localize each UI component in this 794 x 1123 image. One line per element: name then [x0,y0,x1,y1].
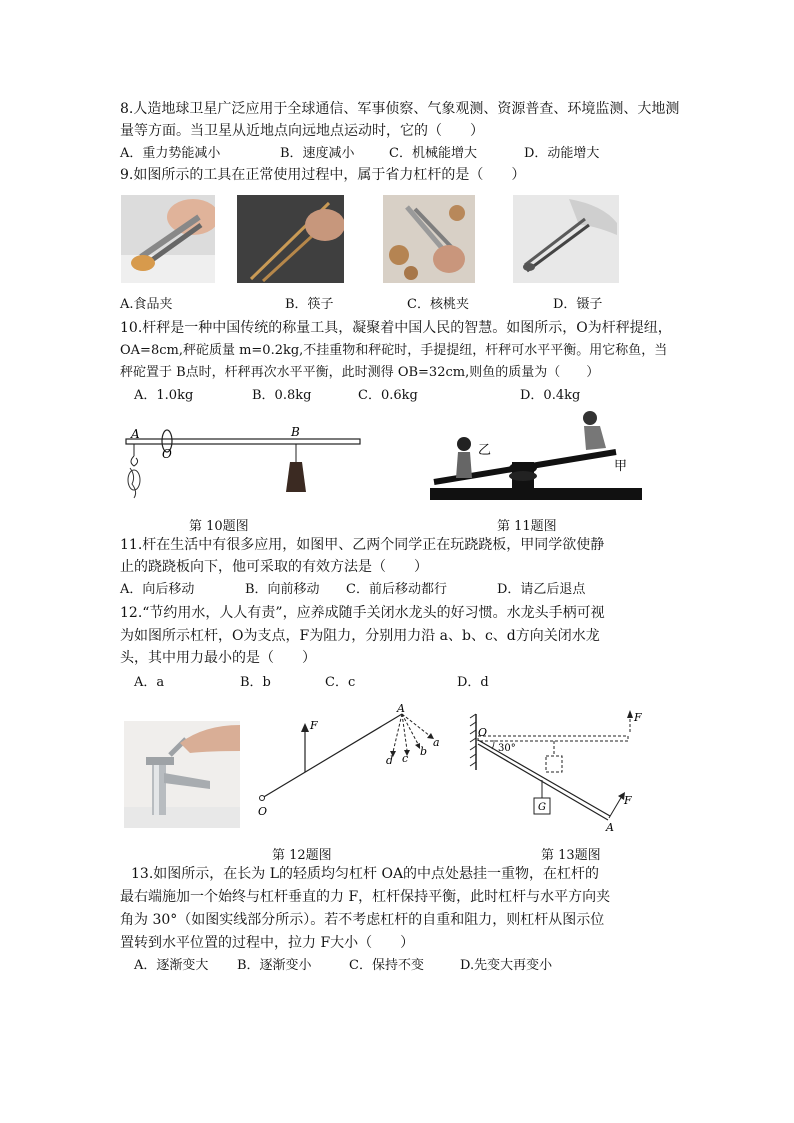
angle-label: 30° [498,743,516,754]
q12-option-a: A．a [134,675,165,690]
steelyard-figure [118,418,368,500]
q12-stem-line1: 12.“节约用水，人人有责”，应养成随手关闭水龙头的好习惯。水龙头手柄可视 [120,605,605,621]
q10-option-b: B．0.8kg [252,388,312,403]
q9-option-c: C．核桃夹 [407,297,469,312]
q9-option-a: A.食品夹 [120,297,173,312]
q9-stem: 9.如图所示的工具在正常使用过程中，属于省力杠杆的是（ ） [120,167,526,183]
nutcracker-photo [383,195,475,283]
rotating-lever-figure [466,700,646,835]
force-f-label: F [624,794,632,807]
q13-figure-caption: 第 13题图 [541,848,601,863]
pivot-o-label: O [258,805,268,818]
force-f-top-label: F [634,711,642,724]
q8-stem-line1: 8.人造地球卫星广泛应用于全球通信、军事侦察、气象观测、资源普查、环境监测、大地测 [120,101,680,117]
faucet-lever-figure [250,700,450,820]
q12-stem-line3: 头，其中用力最小的是（ ） [120,650,316,666]
q8-option-a: A．重力势能减小 [120,146,221,161]
q13-option-a: A．逐渐变大 [134,958,209,973]
q9-option-b: B．筷子 [285,297,334,312]
q13-option-c: C．保持不变 [349,958,424,973]
direction-a-label: a [433,736,440,749]
q10-stem-line3: 秤砣置于 B点时，杆秤再次水平平衡，此时测得 OB=32cm,则鱼的质量为（ ） [120,365,600,380]
point-b-label: B [291,425,300,439]
end-a-label: A [606,821,614,834]
q13-option-d: D.先变大再变小 [460,958,553,973]
q8-option-c: C．机械能增大 [389,146,477,161]
q13-option-b: B．逐渐变小 [237,958,312,973]
q10-stem-line2: OA=8cm,秤砣质量 m=0.2kg,不挂重物和秤砣时，手提提纽，杆秤可水平平衡。用它称鱼，当 [120,343,668,358]
q12-option-b: B．b [240,675,271,690]
q11-figure-caption: 第 11题图 [497,519,557,534]
q12-stem-line2: 为如图所示杠杆，O为支点，F为阻力，分别用力沿 a、b、c、d方向关闭水龙 [120,628,600,644]
q10-option-c: C．0.6kg [358,388,418,403]
q10-figure-caption: 第 10题图 [189,519,249,534]
q11-option-c: C．前后移动都行 [346,582,447,597]
q12-option-d: D．d [457,675,489,690]
direction-c-label: c [402,752,409,765]
student-yi-label: 乙 [478,443,492,458]
tongs-photo [121,195,215,283]
student-jia-label: 甲 [614,459,628,474]
q13-stem-line1: 13.如图所示，在长为 L的轻质均匀杠杆 OA的中点处悬挂一重物，在杠杆的 [131,866,600,882]
q10-option-a: A．1.0kg [134,388,194,403]
direction-b-label: b [420,745,428,758]
q11-stem-line2: 止的跷跷板向下，他可采取的有效方法是（ ） [120,559,428,575]
q8-option-b: B．速度减小 [280,146,355,161]
force-f-label: F [310,719,318,732]
seesaw-figure [430,410,642,502]
q11-stem-line1: 11.杆在生活中有很多应用，如图甲、乙两个同学正在玩跷跷板，甲同学欲使静 [120,537,605,553]
weight-g-label: G [538,802,546,813]
direction-d-label: d [386,754,394,767]
q10-stem-line1: 10.杆秤是一种中国传统的称量工具，凝聚着中国人民的智慧。如图所示，O为杆秤提纽， [120,320,672,336]
pivot-o-label: O [478,726,488,739]
point-a-label: A [131,427,140,441]
q11-option-a: A．向后移动 [120,582,195,597]
point-o-label: O [162,447,172,461]
q12-option-c: C．c [325,675,356,690]
q11-option-d: D．请乙后退点 [497,582,586,597]
q9-option-d: D．镊子 [553,297,603,312]
tweezers-photo [513,195,619,283]
chopsticks-photo [237,195,344,283]
q11-option-b: B．向前移动 [245,582,320,597]
q12-figure-caption: 第 12题图 [272,848,332,863]
faucet-photo [124,721,240,828]
q13-stem-line3: 角为 30°（如图实线部分所示）。若不考虑杠杆的自重和阻力，则杠杆从图示位 [120,912,605,928]
q13-stem-line4: 置转到水平位置的过程中，拉力 F大小（ ） [120,935,415,951]
point-a-label: A [397,702,405,715]
q8-option-d: D．动能增大 [524,146,600,161]
q13-stem-line2: 最右端施加一个始终与杠杆垂直的力 F，杠杆保持平衡，此时杠杆与水平方向夹 [120,889,611,905]
q8-stem-line2: 量等方面。当卫星从近地点向远地点运动时，它的（ ） [120,123,484,139]
q10-option-d: D．0.4kg [520,388,581,403]
